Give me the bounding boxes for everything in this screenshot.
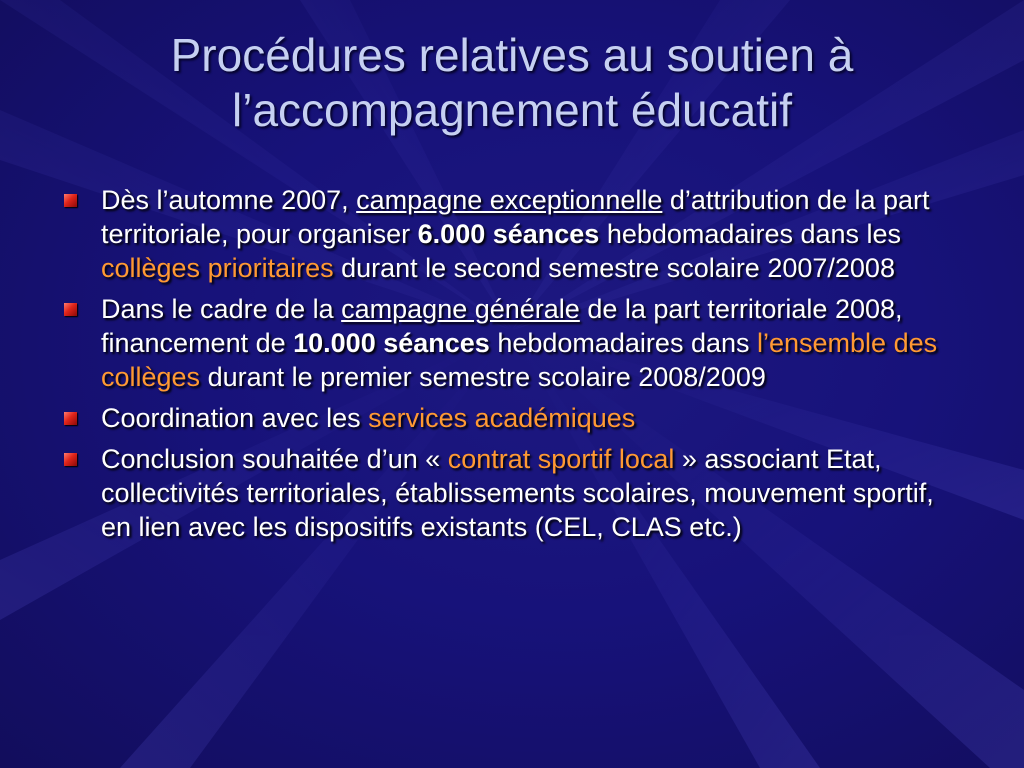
bullet-text: Dès l’automne 2007, [101, 185, 357, 215]
bullet-text: hebdomadaires dans [489, 328, 757, 358]
square-bullet-icon [64, 412, 77, 425]
bullet-list [64, 183, 964, 551]
bullet-item [64, 292, 964, 394]
bullet-text-highlight: collèges prioritaires [101, 253, 334, 283]
bullet-text: d’attribution de la part territoriale, pour organiser [101, 185, 930, 249]
bullet-text: durant le second semestre scolaire 2007/2008 [333, 253, 895, 283]
bullet-item [64, 401, 964, 435]
bullet-item [64, 183, 964, 285]
square-bullet-icon [64, 194, 77, 207]
slide-title [40, 28, 984, 138]
bullet-item [64, 442, 964, 544]
bullet-text-highlight: contrat sportif local [447, 444, 675, 474]
bullet-text-bold: 10.000 séances [293, 328, 490, 358]
bullet-text: Coordination avec les [101, 403, 369, 433]
bullet-text-bold: 6.000 séances [417, 219, 600, 249]
square-bullet-icon [64, 453, 77, 466]
bullet-text: » associant Etat, collectivités territoriales, établissements scolaires, mouvement sportif, en lien avec les dispositifs existants (CEL, CLAS etc.) [101, 444, 934, 542]
bullet-text-highlight: services académiques [368, 403, 636, 433]
bullet-text: hebdomadaires dans les [599, 219, 902, 249]
bullet-text: de la part territoriale 2008, financement de [101, 294, 903, 358]
bullet-text-highlight: l’ensemble des collèges [101, 328, 938, 392]
square-bullet-icon [64, 303, 77, 316]
bullet-text-underlined: campagne exceptionnelle [356, 185, 663, 215]
bullet-text: durant le premier semestre scolaire 2008/2009 [200, 362, 766, 392]
bullet-text: Dans le cadre de la [101, 294, 342, 324]
bullet-text: Conclusion souhaitée d’un « [101, 444, 448, 474]
slide-title-line1: Procédures relatives au soutien à [170, 29, 854, 81]
slide-title-line2: l’accompagnement éducatif [232, 84, 792, 136]
bullet-text-underlined: campagne générale [341, 294, 580, 324]
